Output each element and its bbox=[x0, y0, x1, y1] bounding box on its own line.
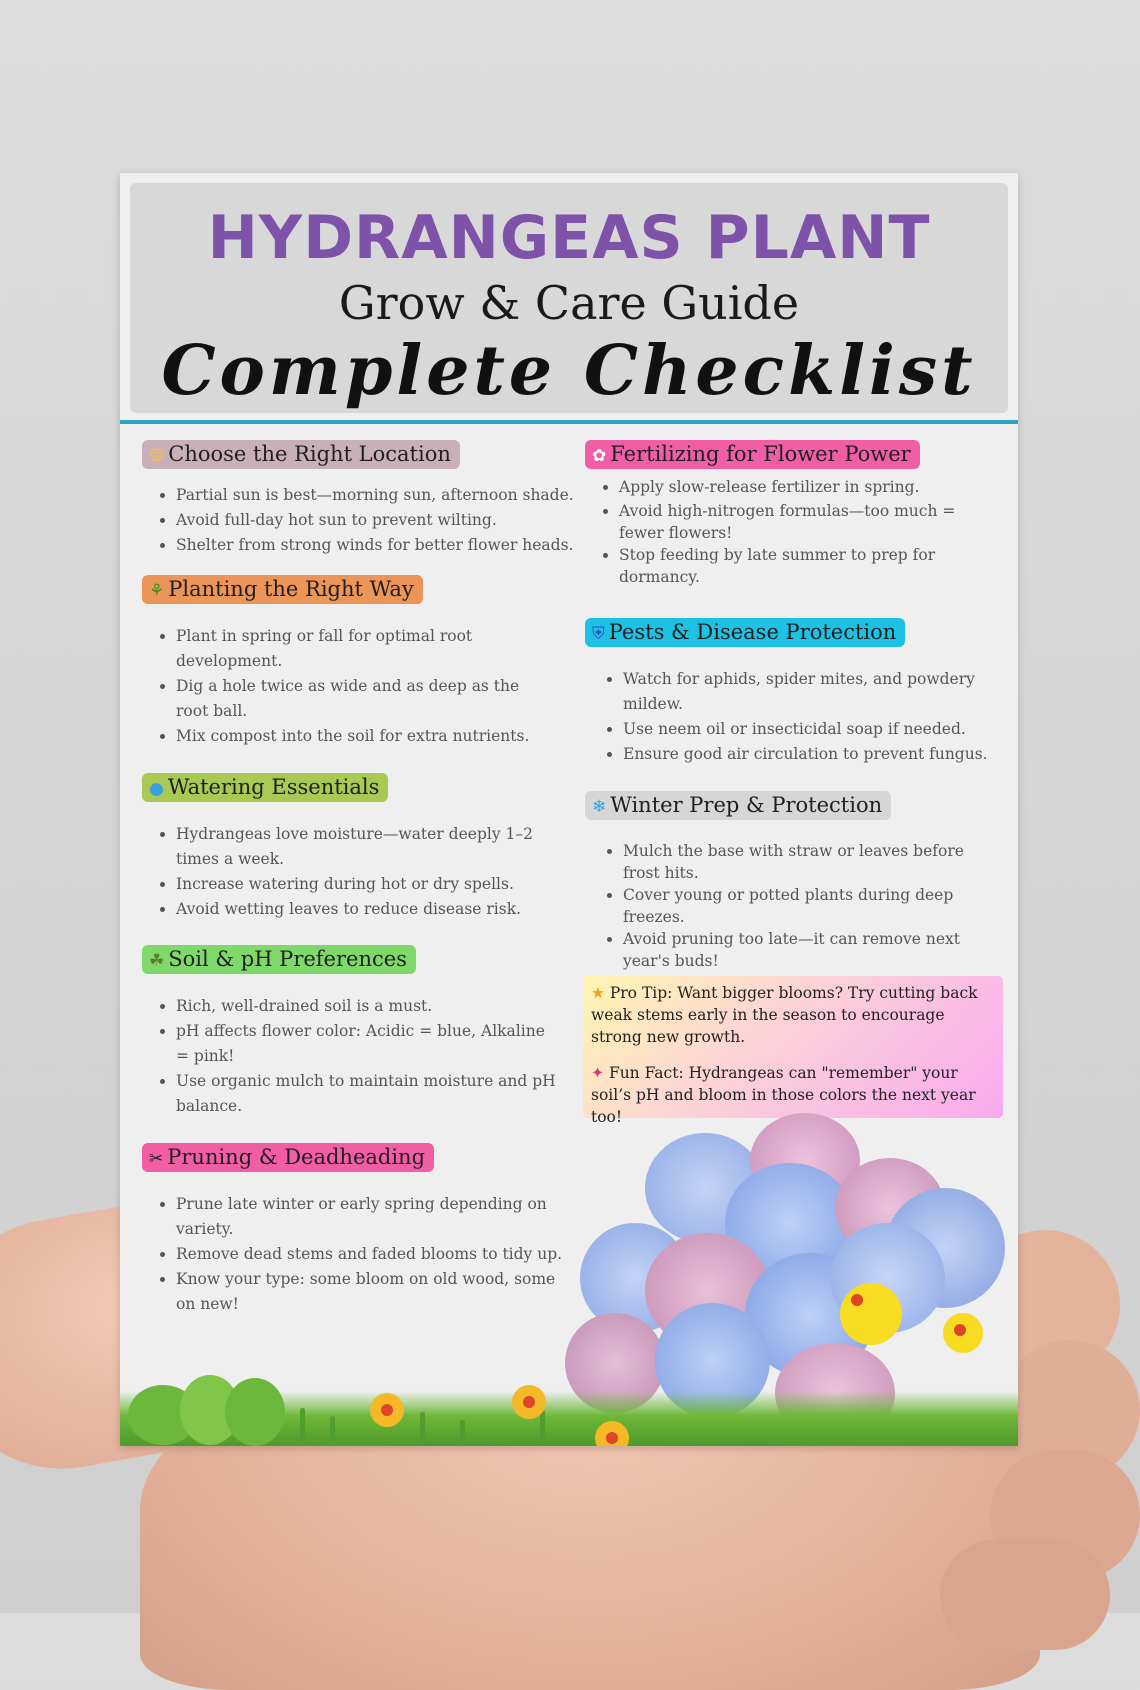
section-title-fertilizing bbox=[585, 440, 920, 469]
list-item: • Dig a hole twice as wide and as deep as the root ball. bbox=[176, 674, 542, 724]
planting-list bbox=[142, 624, 542, 749]
winter-list bbox=[585, 840, 1005, 972]
sprout-icon: ⚘ bbox=[149, 581, 165, 601]
section-label: Soil & pH Preferences bbox=[168, 947, 407, 971]
star-icon: ★ bbox=[591, 984, 605, 1002]
section-label: Pests & Disease Protection bbox=[608, 620, 897, 644]
section-winter bbox=[585, 791, 1005, 972]
pruning-list bbox=[142, 1192, 567, 1317]
list-item: • Rich, well-drained soil is a must. bbox=[176, 994, 557, 1019]
party-popper-icon: ✦ bbox=[591, 1064, 604, 1082]
page-title: HYDRANGEAS PLANT bbox=[207, 203, 931, 273]
list-item: • Watch for aphids, spider mites, and powdery mildew. bbox=[623, 667, 1005, 717]
list-item: • Mulch the base with straw or leaves before frost hits. bbox=[623, 840, 1005, 884]
section-location bbox=[142, 440, 582, 558]
section-title-location bbox=[142, 440, 460, 469]
page-subtitle: Grow & Care Guide bbox=[338, 276, 800, 330]
list-item: • Avoid wetting leaves to reduce disease risk. bbox=[176, 897, 542, 922]
section-title-watering bbox=[142, 773, 388, 802]
header-divider bbox=[120, 420, 1018, 424]
list-item: • Hydrangeas love moisture—water deeply 1–2 times a week. bbox=[176, 822, 542, 872]
page-tagline: Complete Checklist bbox=[161, 331, 977, 411]
section-title-planting bbox=[142, 575, 423, 604]
list-item: • Apply slow-release fertilizer in spring. bbox=[619, 475, 1005, 500]
list-item: • Remove dead stems and faded blooms to tidy up. bbox=[176, 1242, 567, 1267]
shield-icon: ⛨ bbox=[592, 624, 605, 644]
list-item: • Shelter from strong winds for better flower heads. bbox=[176, 533, 582, 558]
snowflake-icon: ❄ bbox=[592, 797, 607, 817]
section-label: Pruning & Deadheading bbox=[167, 1145, 426, 1169]
section-title-soil bbox=[142, 945, 416, 974]
hand-finger bbox=[940, 1540, 1110, 1650]
droplet-icon: ● bbox=[149, 779, 164, 799]
checklist-card bbox=[120, 173, 1018, 1446]
smile-icon: ☺ bbox=[149, 446, 165, 466]
list-item: • Avoid pruning too late—it can remove next year's buds! bbox=[623, 928, 1005, 972]
list-item: • Use neem oil or insecticidal soap if needed. bbox=[623, 717, 1005, 742]
section-label: Watering Essentials bbox=[167, 775, 380, 799]
section-pruning bbox=[142, 1143, 567, 1317]
pro-tip bbox=[591, 982, 995, 1048]
pro-tip-text: Pro Tip: Want bigger blooms? Try cutting back weak stems early in the season to encourage strong new growth. bbox=[591, 984, 978, 1046]
section-label: Planting the Right Way bbox=[168, 577, 414, 601]
list-item: • Plant in spring or fall for optimal root development. bbox=[176, 624, 542, 674]
list-item: • Know your type: some bloom on old wood, some on new! bbox=[176, 1267, 567, 1317]
list-item: • Partial sun is best—morning sun, afternoon shade. bbox=[176, 483, 582, 508]
section-pests bbox=[585, 618, 1005, 767]
list-item: • Use organic mulch to maintain moisture and pH balance. bbox=[176, 1069, 557, 1119]
orange-flower bbox=[370, 1393, 404, 1427]
section-planting bbox=[142, 575, 542, 749]
pests-list bbox=[585, 667, 1005, 767]
list-item: • Increase watering during hot or dry spells. bbox=[176, 872, 542, 897]
herb-icon: ☘ bbox=[149, 951, 165, 971]
location-list bbox=[142, 483, 582, 558]
section-title-pests bbox=[585, 618, 905, 647]
fun-fact-text: Fun Fact: Hydrangeas can "remember" your soil’s pH and bloom in those colors the next year too! bbox=[591, 1064, 976, 1126]
section-title-winter bbox=[585, 791, 891, 820]
header-banner bbox=[130, 183, 1008, 413]
list-item: • Mix compost into the soil for extra nutrients. bbox=[176, 724, 542, 749]
bush bbox=[225, 1378, 285, 1446]
section-soil bbox=[142, 945, 557, 1119]
watering-list bbox=[142, 822, 542, 922]
list-item: • Stop feeding by late summer to prep for dormancy. bbox=[619, 544, 1005, 588]
section-watering bbox=[142, 773, 542, 922]
section-title-pruning bbox=[142, 1143, 434, 1172]
section-label: Choose the Right Location bbox=[168, 442, 451, 466]
section-fertilizing bbox=[585, 440, 1005, 588]
list-item: • pH affects flower color: Acidic = blue, Alkaline = pink! bbox=[176, 1019, 557, 1069]
blossom-icon: ✿ bbox=[592, 446, 607, 466]
scissors-icon: ✂ bbox=[149, 1149, 164, 1169]
soil-list bbox=[142, 994, 557, 1119]
section-label: Winter Prep & Protection bbox=[610, 793, 883, 817]
yellow-flower bbox=[943, 1313, 983, 1353]
list-item: • Ensure good air circulation to prevent fungus. bbox=[623, 742, 1005, 767]
section-label: Fertilizing for Flower Power bbox=[610, 442, 911, 466]
list-item: • Cover young or potted plants during deep freezes. bbox=[623, 884, 1005, 928]
list-item: • Avoid high-nitrogen formulas—too much = fewer flowers! bbox=[619, 500, 1005, 544]
tips-box bbox=[583, 976, 1003, 1126]
list-item: • Avoid full-day hot sun to prevent wilting. bbox=[176, 508, 582, 533]
list-item: • Prune late winter or early spring depending on variety. bbox=[176, 1192, 567, 1242]
orange-flower bbox=[512, 1385, 546, 1419]
fertilizing-list bbox=[585, 475, 1005, 588]
yellow-flower bbox=[840, 1283, 902, 1345]
